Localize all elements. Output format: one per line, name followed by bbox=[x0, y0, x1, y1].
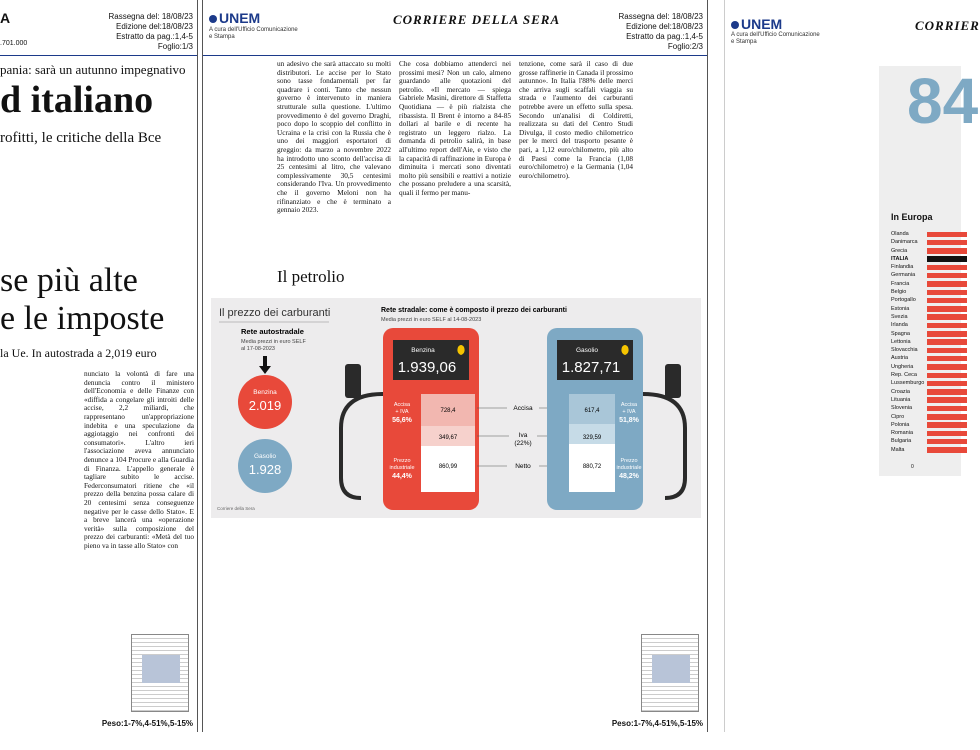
road-sub: Media prezzi in euro SELF al 14-08-2023 bbox=[381, 317, 482, 323]
headline: d italiano bbox=[0, 79, 154, 121]
country-bar bbox=[927, 265, 967, 271]
logo-dot-icon bbox=[731, 21, 739, 29]
fuel-price-infographic bbox=[211, 298, 701, 518]
country-label: Germania bbox=[891, 272, 916, 279]
kicker: pania: sarà un autunno impegnativo bbox=[0, 62, 186, 77]
country-row bbox=[891, 429, 961, 437]
country-row bbox=[891, 371, 961, 379]
country-bar bbox=[927, 323, 967, 329]
europe-title: In Europa bbox=[891, 212, 933, 222]
page-thumbnail bbox=[641, 634, 699, 712]
circulation-fragment: .701.000 bbox=[0, 40, 28, 47]
unem-logo bbox=[731, 16, 782, 32]
country-label: Spagna bbox=[891, 330, 910, 337]
logo-subtitle-line: e Stampa bbox=[731, 39, 757, 45]
headline-2-line-2: e le imposte bbox=[0, 300, 165, 337]
country-bar bbox=[927, 356, 967, 362]
country-bar bbox=[927, 381, 967, 387]
pump1-value: 1.939,06 bbox=[397, 359, 457, 376]
left-tax-pct: 56,6% bbox=[392, 417, 412, 424]
row-label-accisa: Accisa bbox=[513, 405, 533, 412]
country-label: Lituania bbox=[891, 396, 911, 403]
auto-sub-2: al 17-08-2023 bbox=[241, 346, 275, 352]
benzina-circle-label: Benzina bbox=[253, 389, 277, 396]
country-row bbox=[891, 255, 961, 263]
country-row bbox=[891, 330, 961, 338]
meta-line: Rassegna del: 18/08/23 bbox=[618, 12, 703, 21]
country-bar bbox=[927, 389, 967, 395]
pump1-label: Benzina bbox=[411, 347, 435, 354]
country-row bbox=[891, 338, 961, 346]
country-label: Portogallo bbox=[891, 297, 916, 304]
country-row bbox=[891, 247, 961, 255]
country-bar bbox=[927, 339, 967, 345]
country-row bbox=[891, 313, 961, 321]
country-label: Romania bbox=[891, 430, 914, 437]
page-2 bbox=[202, 0, 708, 732]
benzina-iva-value: 349,67 bbox=[438, 435, 458, 441]
big-number: 84 bbox=[907, 65, 979, 137]
country-bar bbox=[927, 298, 967, 304]
country-label: ITALIA bbox=[891, 255, 909, 262]
benzina-nozzle bbox=[345, 364, 361, 398]
country-row bbox=[891, 404, 961, 412]
country-bar bbox=[927, 422, 967, 428]
country-label: Belgio bbox=[891, 289, 907, 296]
logo-subtitle-line: e Stampa bbox=[209, 34, 235, 40]
right-ind-line: Prezzo bbox=[620, 458, 638, 464]
masthead: CORRIER bbox=[915, 18, 980, 33]
country-bar bbox=[927, 373, 967, 379]
country-label: Svezia bbox=[891, 313, 908, 320]
gasolio-circle-value: 1.928 bbox=[248, 462, 282, 477]
gasolio-nozzle bbox=[665, 364, 681, 398]
auto-title: Rete autostradale bbox=[241, 327, 304, 336]
country-row bbox=[891, 296, 961, 304]
country-bar bbox=[927, 364, 967, 370]
country-label: Lussemburgo bbox=[891, 380, 925, 387]
section-title: Il petrolio bbox=[277, 267, 345, 286]
meta-line: Edizione del:18/08/23 bbox=[626, 22, 703, 31]
meta-line: Foglio:2/3 bbox=[667, 42, 703, 51]
country-label: Francia bbox=[891, 280, 910, 287]
country-bar bbox=[927, 273, 967, 279]
country-row bbox=[891, 354, 961, 362]
right-tax-line: Accisa bbox=[620, 402, 638, 408]
gasolio-netto-value: 880,72 bbox=[582, 464, 602, 470]
country-label: Grecia bbox=[891, 247, 908, 254]
country-bar bbox=[927, 406, 967, 412]
country-bar bbox=[927, 232, 967, 238]
x-axis-zero: 0 bbox=[911, 464, 914, 470]
pump2-label: Gasolio bbox=[575, 347, 599, 354]
meta-line: Estratto da pag.:1,4-5 bbox=[626, 32, 703, 41]
country-row bbox=[891, 446, 961, 454]
italia-bar bbox=[927, 256, 967, 262]
page-1-footer: Peso:1-7%,4-51%,5-15% bbox=[101, 719, 193, 728]
country-row bbox=[891, 263, 961, 271]
country-row bbox=[891, 388, 961, 396]
page-2-header bbox=[203, 0, 707, 56]
headline-2-line-1: se più alte bbox=[0, 262, 138, 299]
country-row bbox=[891, 305, 961, 313]
country-bar bbox=[927, 248, 967, 254]
country-row bbox=[891, 413, 961, 421]
country-label: Slovenia bbox=[891, 405, 913, 412]
country-row bbox=[891, 363, 961, 371]
pump2-value: 1.827,71 bbox=[561, 359, 621, 376]
gasolio-iva-segment bbox=[569, 424, 615, 444]
country-row bbox=[891, 321, 961, 329]
country-bar bbox=[927, 314, 967, 320]
left-tax-line: + IVA bbox=[395, 409, 409, 415]
logo-text: UNEM bbox=[741, 16, 783, 32]
benzina-accisa-value: 728,4 bbox=[440, 408, 456, 414]
credit: Corriere della Sera bbox=[217, 506, 255, 511]
auto-sub-1: Media prezzi in euro SELF bbox=[241, 339, 306, 345]
page-2-footer: Peso:1-7%,4-51%,5-15% bbox=[611, 719, 703, 728]
left-ind-pct: 44,4% bbox=[392, 473, 412, 480]
country-label: Cipro bbox=[891, 413, 905, 420]
meta-line: Rassegna del: 18/08/23 bbox=[108, 12, 193, 21]
country-bar bbox=[927, 331, 967, 337]
left-ind-line: Prezzo bbox=[393, 458, 411, 464]
page-2-meta bbox=[618, 12, 703, 52]
country-label: Austria bbox=[891, 355, 909, 362]
right-tax-pct: 51,8% bbox=[619, 417, 639, 424]
subhead: rofitti, le critiche della Bce bbox=[0, 130, 162, 146]
country-label: Bulgaria bbox=[891, 438, 912, 445]
country-row bbox=[891, 346, 961, 354]
right-ind-line: industriale bbox=[616, 465, 642, 471]
country-bar bbox=[927, 240, 967, 246]
row-label-iva: Iva bbox=[518, 432, 528, 439]
country-bar bbox=[927, 414, 967, 420]
page-1 bbox=[0, 0, 198, 732]
page-3 bbox=[724, 0, 980, 732]
country-label: Irlanda bbox=[891, 322, 908, 329]
meta-line: Edizione del:18/08/23 bbox=[116, 22, 193, 31]
country-label: Estonia bbox=[891, 305, 910, 312]
logo-subtitle bbox=[731, 32, 820, 46]
gasolio-iva-value: 329,59 bbox=[582, 435, 602, 441]
row-label-iva-rate: (22%) bbox=[514, 440, 532, 447]
road-title: Rete stradale: come è composto il prezzo dei carburanti bbox=[381, 307, 567, 314]
country-row bbox=[891, 288, 961, 296]
logo-subtitle bbox=[209, 27, 298, 41]
country-label: Malta bbox=[891, 446, 905, 453]
country-label: Polonia bbox=[891, 421, 910, 428]
article-column: nunciato la volontà di fare una denuncia contro il ministero dell'Economia e delle Finanze con «diffida a congelare gli introiti delle accise, 2,2 miliardi, che rappresentano un'appropriazione indebita e una speculazione da aggiotaggio nei confronti dei consumatori». L'altro ieri l'associazione aveva annunciato denunce a 104 Procure e alla Guardia di Finanza. L'appello generale è tagliare subito le accise. Federconsumatori ritiene che «il prezzo della benzina possa calare di 20 centesimi senza conseguenze negative per le casse dello Stato». E a breve lancerà una «operazione verità» sulla composizione del prezzo dei carburanti: «Metà del tuo pieno va in tasse allo Stato» con bbox=[84, 369, 194, 550]
logo-dot-icon bbox=[209, 15, 217, 23]
masthead: CORRIERE DELLA SERA bbox=[393, 12, 561, 27]
page-1-header bbox=[0, 0, 197, 56]
country-row bbox=[891, 396, 961, 404]
country-label: Finlandia bbox=[891, 264, 914, 271]
row-label-netto: Netto bbox=[515, 463, 531, 470]
country-label: Danimarca bbox=[891, 239, 918, 246]
country-label: Croazia bbox=[891, 388, 910, 395]
article-column-2: Che cosa dobbiamo attenderci nei prossimi mesi? Non un calo, almeno guardando alle quotazioni del petrolio. «Il mercato — spiega Gabriele Masini, direttore di Staffetta Quotidiana — è più rialzista che ribassista. Il Brent è intorno a 84-85 dollari al barile e di recente ha registrato un leggero rialzo. La domanda di petrolio salirà, in base all'ultimo report dell'Aie, e visto che la capacità di raffinazione in Europa è diminuita i mercati sono diventati molto più sensibili e reattivi a notizie che possano preludere a una scarsità, quali il fermo per manu- bbox=[399, 59, 511, 197]
country-bar bbox=[927, 348, 967, 354]
benzina-netto-value: 860,99 bbox=[438, 464, 458, 470]
country-row bbox=[891, 238, 961, 246]
logo-fragment: A bbox=[0, 10, 11, 26]
country-bar bbox=[927, 397, 967, 403]
gasolio-circle-label: Gasolio bbox=[253, 453, 277, 460]
country-bar bbox=[927, 306, 967, 312]
country-label: Ungheria bbox=[891, 363, 914, 370]
right-tax-line: + IVA bbox=[622, 409, 636, 415]
page-1-meta bbox=[108, 12, 193, 52]
logo-text: UNEM bbox=[219, 10, 261, 26]
page-thumbnail bbox=[131, 634, 189, 712]
country-row bbox=[891, 437, 961, 445]
meta-line: Estratto da pag.:1,4-5 bbox=[116, 32, 193, 41]
country-bar bbox=[927, 431, 967, 437]
benzina-circle-value: 2.019 bbox=[248, 398, 282, 413]
country-bar bbox=[927, 281, 967, 287]
article-column-3: tenzione, come sarà il caso di due grosse raffinerie in Canada il prossimo autunno». In Italia l'88% delle merci che arriva sugli scaffali viaggia su strada e l'aumento dei carburanti potrebbe avere un effetto sulla spesa. Secondo un'analisi di Coldiretti, realizzata su dati del Centro Studi Divulga, il costo medio chilometrico per le merci del trasporto pesante è pari, a 1,12 euro/chilometro, più alto di Paesi come la Francia (1,08 euro/chilometro) e la Germania (1,04 euro/chilometro). bbox=[519, 59, 633, 180]
country-label: Olanda bbox=[891, 231, 909, 237]
country-row bbox=[891, 280, 961, 288]
logo-subtitle-line: A cura dell'Ufficio Comunicazione bbox=[209, 27, 298, 33]
country-row bbox=[891, 379, 961, 387]
left-tax-line: Accisa bbox=[393, 402, 411, 408]
country-bar bbox=[927, 439, 967, 445]
logo-subtitle-line: A cura dell'Ufficio Comunicazione bbox=[731, 32, 820, 38]
page-3-header bbox=[725, 0, 980, 56]
country-bar bbox=[927, 290, 967, 296]
infographic-title: Il prezzo dei carburanti bbox=[219, 307, 331, 319]
country-bar bbox=[927, 447, 967, 453]
country-row bbox=[891, 230, 961, 238]
country-row bbox=[891, 271, 961, 279]
country-label: Rep. Ceca bbox=[891, 372, 917, 379]
europe-country-list bbox=[891, 230, 961, 454]
gasolio-accisa-value: 617,4 bbox=[584, 408, 600, 414]
left-ind-line: industriale bbox=[389, 465, 415, 471]
country-row bbox=[891, 421, 961, 429]
country-label: Lettonia bbox=[891, 338, 911, 345]
unem-logo bbox=[209, 10, 260, 26]
right-ind-pct: 48,2% bbox=[619, 473, 639, 480]
subhead-2: la Ue. In autostrada a 2,019 euro bbox=[0, 346, 157, 360]
country-label: Slovacchia bbox=[891, 347, 918, 354]
article-column-1: un adesivo che sarà attaccato su molti distributori. Le accise per lo Stato sono tasse fondamentali per far quadrare i conti. Tanto che nessun governo è intervenuto in maniera strutturale sulla questione. L'ultimo provvedimento è del governo Draghi, poco dopo lo scoppio del conflitto in Ucraina e la crisi con la Russia che è uno dei maggiori esportatori di greggio: da marzo a novembre 2022 ha introdotto uno sconto dell'accisa di 25 centesimi al litro, che valevano complessivamente 30,5 centesimi considerando l'Iva. Un provvedimento che il governo Meloni non ha rifinanziato e che è terminato a gennaio 2023. bbox=[277, 59, 391, 215]
meta-line: Foglio:1/3 bbox=[157, 42, 193, 51]
